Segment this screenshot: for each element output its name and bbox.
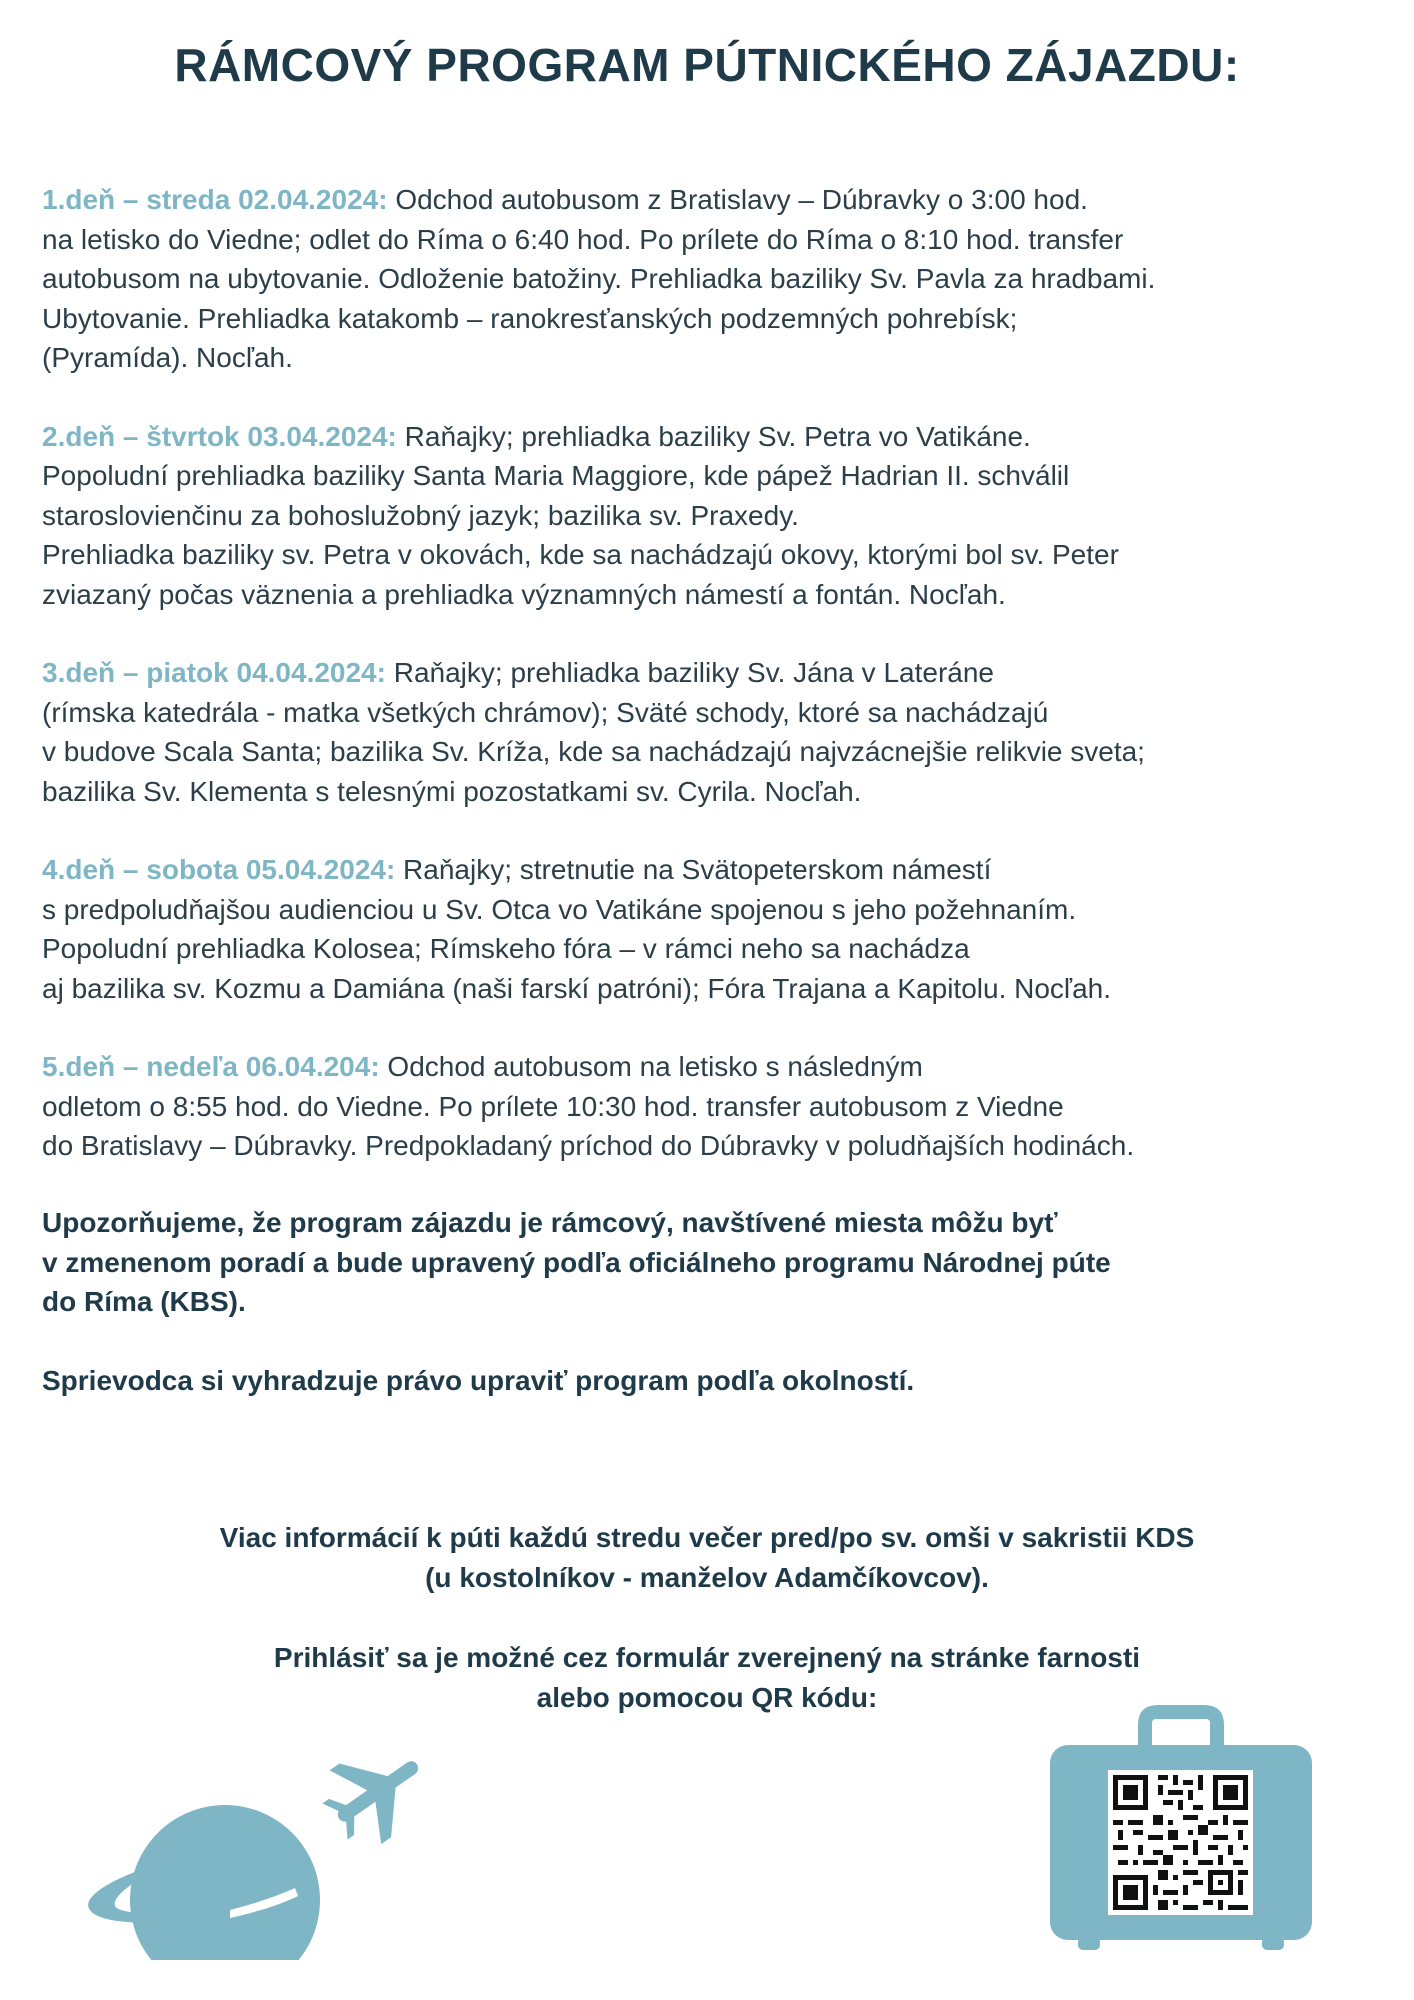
day-5-heading: 5.deň – nedeľa 06.04.204: xyxy=(42,1051,380,1082)
day-2 xyxy=(42,417,1382,615)
more-info-text: Viac informácií k púti každú stredu večer pred/po sv. omši v sakristii KDS (u kostolníkov - manželov Adamčíkovcov). xyxy=(219,1522,1195,1593)
day-1 xyxy=(42,180,1382,378)
day-5 xyxy=(42,1047,1382,1166)
day-2-heading: 2.deň – štvrtok 03.04.2024: xyxy=(42,420,397,452)
guide-note: Sprievodca si vyhradzuje právo upraviť program podľa okolností. xyxy=(42,1364,915,1396)
day-1-heading: 1.deň – streda 02.04.2024: xyxy=(42,184,388,215)
page-title: RÁMCOVÝ PROGRAM PÚTNICKÉHO ZÁJAZDU: xyxy=(174,39,1240,91)
day-4-text: Raňajky; stretnutie na Svätopeterskom námestí s predpoludňajšou audienciou u Sv. Otca vo Vatikáne spojenou s jeho požehnaním. Popoludní prehliadka Kolosea; Rímskeho fóra – v rámci neho sa nachádza aj bazilika sv. Kozmu a Damiána (naši farskí patróni); Fóra Trajana a Kapitolu. Nocľah. xyxy=(42,854,1112,1004)
day-5-text: Odchod autobusom na letisko s následným odletom o 8:55 hod. do Viedne. Po prílete 10:30 hod. transfer autobusom z Viedne do Bratislavy – Dúbravky. Predpokladaný príchod do Dúbravky v poludňajších hodinách. xyxy=(42,1051,1135,1161)
day-3 xyxy=(42,653,1382,811)
registration-text: Prihlásiť sa je možné cez formulár zverejnený na stránke farnosti alebo pomocou QR kódu: xyxy=(273,1642,1141,1713)
day-3-text: Raňajky; prehliadka baziliky Sv. Jána v Lateráne (rímska katedrála - matka všetkých chrámov); Sväté schody, ktoré sa nachádzajú v budove Scala Santa; bazilika Sv. Kríža, kde sa nachádzajú najvzácnejšie relikvie sveta; bazilika Sv. Klementa s telesnými pozostatkami sv. Cyrila. Nocľah. xyxy=(42,657,1145,807)
day-3-heading: 3.deň – piatok 04.04.2024: xyxy=(42,657,386,688)
program-days xyxy=(42,180,1382,1205)
warning-note: Upozorňujeme, že program zájazdu je rámcový, navštívené miesta môžu byť v zmenenom poradí a bude upravený podľa oficiálneho programu Národnej púte do Ríma (KBS). xyxy=(42,1207,1111,1317)
day-1-text: Odchod autobusom z Bratislavy – Dúbravky o 3:00 hod. na letisko do Viedne; odlet do Ríma o 6:40 hod. Po prílete do Ríma o 8:10 hod. transfer autobusom na ubytovanie. Odloženie batožiny. Prehliadka baziliky Sv. Pavla za hradbami. Ubytovanie. Prehliadka katakomb – ranokresťanských podzemných pohrebísk; (Pyramída). Nocľah. xyxy=(42,184,1156,373)
day-2-text: Raňajky; prehliadka baziliky Sv. Petra vo Vatikáne. Popoludní prehliadka baziliky Santa Maria Maggiore, kde pápež Hadrian II. schválil staroslovienčinu za bohoslužobný jazyk; bazilika sv. Praxedy. Prehliadka baziliky sv. Petra v okovách, kde sa nachádzajú okovy, ktorými bol sv. Peter zviazaný počas väznenia a prehliadka významných námestí a fontán. Nocľah. xyxy=(42,420,1119,610)
globe-with-airplane-icon xyxy=(80,1760,420,1960)
day-4-heading: 4.deň – sobota 05.04.2024: xyxy=(42,854,396,885)
day-4 xyxy=(42,850,1382,1008)
qr-code-icon xyxy=(1108,1770,1253,1915)
notes-section xyxy=(42,1203,1382,1439)
